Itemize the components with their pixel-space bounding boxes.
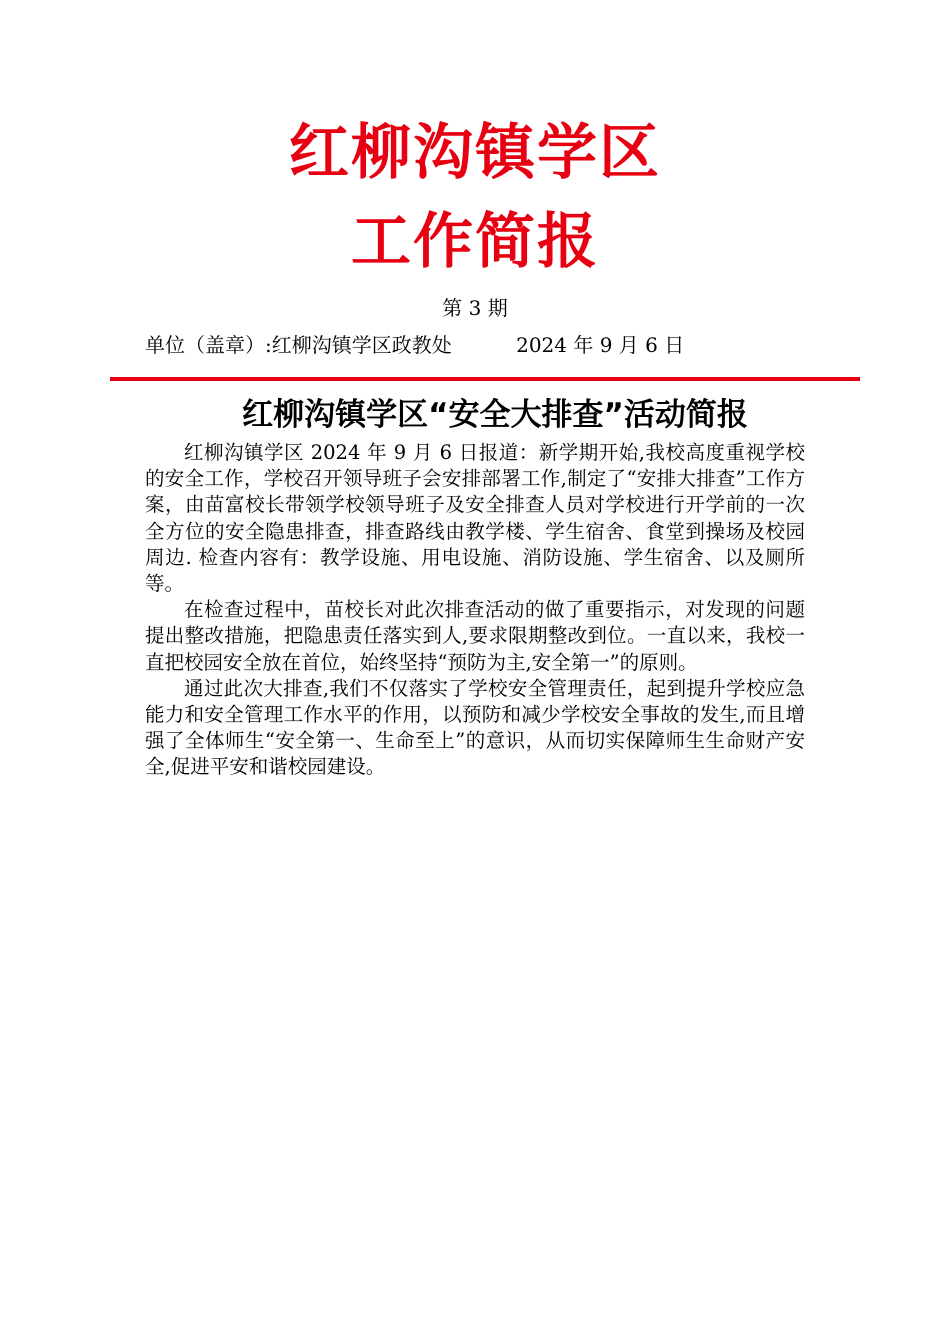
issuing-unit: 单位（盖章）:红柳沟镇学区政教处 <box>145 333 452 357</box>
article-paragraph-3: 通过此次大排查,我们不仅落实了学校安全管理责任，起到提升学校应急能力和安全管理工作水平的作用，以预防和减少学校安全事故的发生,而且增强了全体师生“安全第一、生命至上”的意识，从而切实保障师生生命财产安全,促进平安和谐校园建设。 <box>145 676 805 779</box>
article-paragraph-2: 在检查过程中，苗校长对此次排查活动的做了重要指示，对发现的问题提出整改措施，把隐患责任落实到人,要求限期整改到位。一直以来，我校一直把校园安全放在首位，始终坚持“预防为主,安全第一”的原则。 <box>145 598 805 674</box>
masthead-title-line-2: 工作简报 <box>351 207 599 277</box>
article-paragraph-1: 红柳沟镇学区 2024 年 9 月 6 日报道：新学期开始,我校高度重视学校的安全工作，学校召开领导班子会安排部署工作,制定了“安排大排查”工作方案，由苗富校长带领学校领导班子及安全排查人员对学校进行开学前的一次全方位的安全隐患排查，排查路线由教学楼、学生宿舍、食堂到操场及校园周边. 检查内容有：教学设施、用电设施、消防设施、学生宿舍、以及厕所等。 <box>145 441 805 596</box>
issue-number: 第 3 期 <box>442 296 508 320</box>
issue-date: 2024 年 9 月 6 日 <box>516 333 685 357</box>
article-body <box>145 440 805 781</box>
meta-row <box>145 331 805 359</box>
masthead-title-line-1: 红柳沟镇学区 <box>289 118 661 188</box>
article-title: 红柳沟镇学区“安全大排查”活动简报 <box>242 397 748 433</box>
red-divider-line <box>110 377 860 381</box>
